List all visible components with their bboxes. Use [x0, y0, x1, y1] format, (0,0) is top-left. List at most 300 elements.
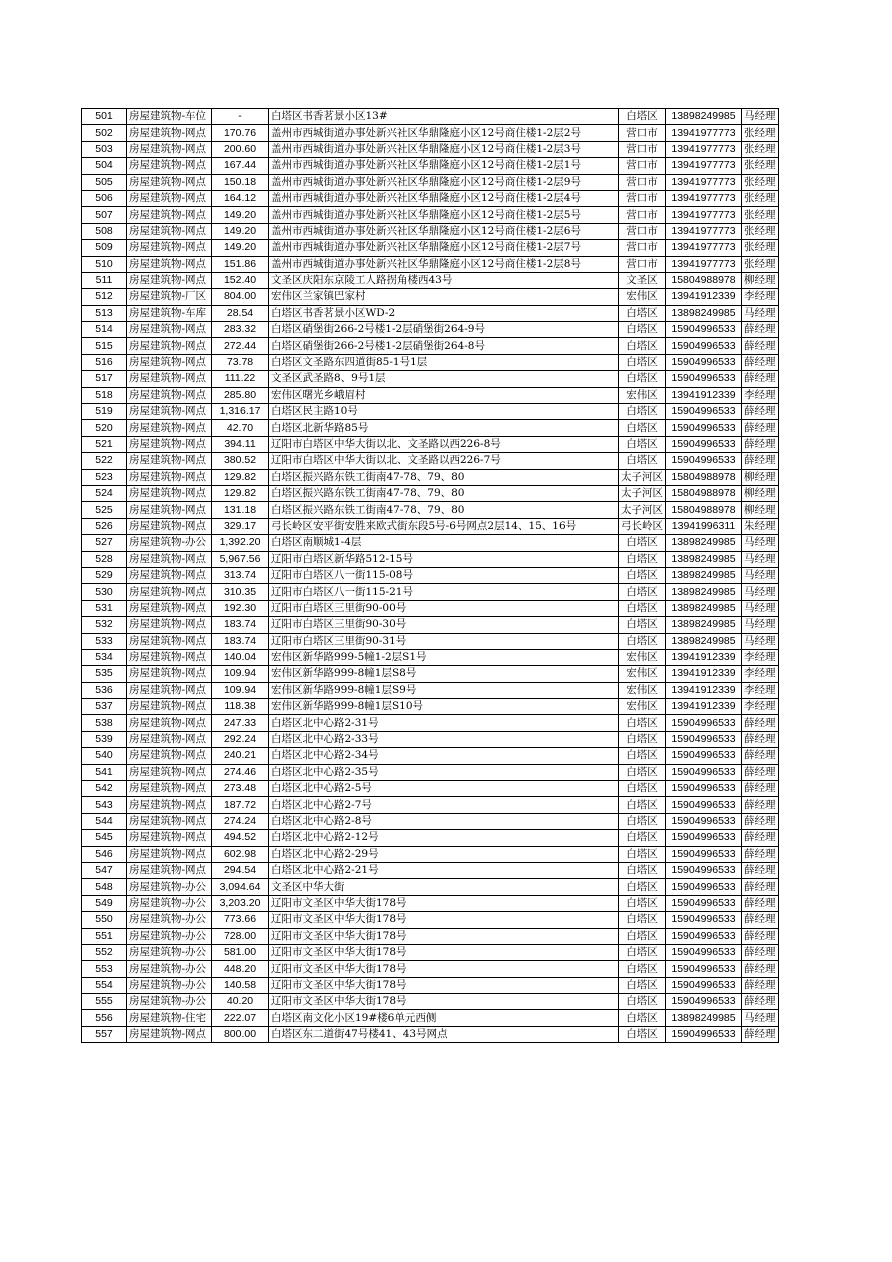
- area-cell: 187.72: [212, 797, 269, 813]
- area-cell: 109.94: [212, 666, 269, 682]
- address-cell: 辽阳市白塔区八一街115-21号: [269, 584, 619, 600]
- manager-cell: 薛经理: [742, 994, 779, 1010]
- manager-cell: 薛经理: [742, 354, 779, 370]
- address-cell: 白塔区硝堡街266-2号楼1-2层硝堡街264-9号: [269, 322, 619, 338]
- area-cell: 40.20: [212, 994, 269, 1010]
- row-number-cell: 502: [82, 125, 127, 141]
- district-cell: 太子河区: [619, 469, 666, 485]
- area-cell: 140.58: [212, 977, 269, 993]
- row-number-cell: 550: [82, 912, 127, 928]
- row-number-cell: 544: [82, 813, 127, 829]
- district-cell: 白塔区: [619, 109, 666, 125]
- area-cell: 109.94: [212, 682, 269, 698]
- table-row: [82, 518, 779, 534]
- area-cell: 222.07: [212, 1010, 269, 1026]
- phone-cell: 13941977773: [666, 256, 742, 272]
- row-number-cell: 528: [82, 551, 127, 567]
- row-number-cell: 536: [82, 682, 127, 698]
- asset-type-cell: 房屋建筑物-办公: [127, 535, 212, 551]
- table-row: [82, 862, 779, 878]
- manager-cell: 薛经理: [742, 862, 779, 878]
- area-cell: 273.48: [212, 781, 269, 797]
- row-number-cell: 543: [82, 797, 127, 813]
- table-row: [82, 649, 779, 665]
- manager-cell: 李经理: [742, 682, 779, 698]
- table-row: [82, 633, 779, 649]
- address-cell: 辽阳市文圣区中华大街178号: [269, 977, 619, 993]
- manager-cell: 薛经理: [742, 764, 779, 780]
- district-cell: 营口市: [619, 223, 666, 239]
- area-cell: 247.33: [212, 715, 269, 731]
- address-cell: 文圣区中华大街: [269, 879, 619, 895]
- row-number-cell: 519: [82, 404, 127, 420]
- phone-cell: 13898249985: [666, 1010, 742, 1026]
- area-cell: 494.52: [212, 830, 269, 846]
- phone-cell: 15904996533: [666, 830, 742, 846]
- address-cell: 白塔区东二道街47号楼41、43号网点: [269, 1026, 619, 1042]
- manager-cell: 张经理: [742, 223, 779, 239]
- asset-type-cell: 房屋建筑物-网点: [127, 387, 212, 403]
- area-cell: 310.35: [212, 584, 269, 600]
- address-cell: 辽阳市文圣区中华大街178号: [269, 994, 619, 1010]
- area-cell: 170.76: [212, 125, 269, 141]
- row-number-cell: 518: [82, 387, 127, 403]
- area-cell: 3,094.64: [212, 879, 269, 895]
- row-number-cell: 534: [82, 649, 127, 665]
- phone-cell: 15904996533: [666, 1026, 742, 1042]
- address-cell: 辽阳市文圣区中华大街178号: [269, 944, 619, 960]
- district-cell: 宏伟区: [619, 666, 666, 682]
- district-cell: 白塔区: [619, 944, 666, 960]
- district-cell: 白塔区: [619, 748, 666, 764]
- phone-cell: 13898249985: [666, 567, 742, 583]
- table-row: [82, 174, 779, 190]
- district-cell: 太子河区: [619, 502, 666, 518]
- area-cell: 240.21: [212, 748, 269, 764]
- address-cell: 辽阳市白塔区八一街115-08号: [269, 567, 619, 583]
- asset-type-cell: 房屋建筑物-网点: [127, 584, 212, 600]
- row-number-cell: 523: [82, 469, 127, 485]
- table-row: [82, 207, 779, 223]
- table-row: [82, 731, 779, 747]
- phone-cell: 13941912339: [666, 666, 742, 682]
- district-cell: 白塔区: [619, 354, 666, 370]
- area-cell: 129.82: [212, 469, 269, 485]
- manager-cell: 薛经理: [742, 928, 779, 944]
- table-row: [82, 1010, 779, 1026]
- manager-cell: 朱经理: [742, 518, 779, 534]
- row-number-cell: 507: [82, 207, 127, 223]
- table-row: [82, 485, 779, 501]
- table-row: [82, 272, 779, 288]
- manager-cell: 马经理: [742, 305, 779, 321]
- phone-cell: 15904996533: [666, 715, 742, 731]
- asset-type-cell: 房屋建筑物-网点: [127, 207, 212, 223]
- row-number-cell: 501: [82, 109, 127, 125]
- area-cell: 131.18: [212, 502, 269, 518]
- manager-cell: 柳经理: [742, 469, 779, 485]
- table-row: [82, 420, 779, 436]
- area-cell: 581.00: [212, 944, 269, 960]
- table-row: [82, 928, 779, 944]
- manager-cell: 张经理: [742, 190, 779, 206]
- row-number-cell: 511: [82, 272, 127, 288]
- asset-type-cell: 房屋建筑物-网点: [127, 813, 212, 829]
- row-number-cell: 506: [82, 190, 127, 206]
- table-row: [82, 682, 779, 698]
- manager-cell: 薛经理: [742, 748, 779, 764]
- district-cell: 宏伟区: [619, 289, 666, 305]
- phone-cell: 13941912339: [666, 682, 742, 698]
- phone-cell: 15904996533: [666, 404, 742, 420]
- asset-type-cell: 房屋建筑物-住宅: [127, 1010, 212, 1026]
- district-cell: 营口市: [619, 240, 666, 256]
- phone-cell: 13941912339: [666, 649, 742, 665]
- phone-cell: 13898249985: [666, 109, 742, 125]
- address-cell: 辽阳市白塔区中华大街以北、文圣路以西226-8号: [269, 436, 619, 452]
- address-cell: 白塔区北中心路2-29号: [269, 846, 619, 862]
- district-cell: 白塔区: [619, 764, 666, 780]
- table-row: [82, 404, 779, 420]
- address-cell: 弓长岭区安平街安胜来欧式街东段5号-6号网点2层14、15、16号: [269, 518, 619, 534]
- district-cell: 白塔区: [619, 715, 666, 731]
- district-cell: 白塔区: [619, 781, 666, 797]
- area-cell: 773.66: [212, 912, 269, 928]
- address-cell: 宏伟区曙光乡峨眉村: [269, 387, 619, 403]
- district-cell: 白塔区: [619, 830, 666, 846]
- address-cell: 辽阳市文圣区中华大街178号: [269, 961, 619, 977]
- area-cell: 152.40: [212, 272, 269, 288]
- area-cell: -: [212, 109, 269, 125]
- district-cell: 弓长岭区: [619, 518, 666, 534]
- row-number-cell: 551: [82, 928, 127, 944]
- district-cell: 白塔区: [619, 436, 666, 452]
- phone-cell: 13941977773: [666, 158, 742, 174]
- district-cell: 白塔区: [619, 338, 666, 354]
- district-cell: 白塔区: [619, 928, 666, 944]
- row-number-cell: 549: [82, 895, 127, 911]
- row-number-cell: 542: [82, 781, 127, 797]
- table-row: [82, 322, 779, 338]
- row-number-cell: 510: [82, 256, 127, 272]
- asset-type-cell: 房屋建筑物-网点: [127, 649, 212, 665]
- phone-cell: 15904996533: [666, 731, 742, 747]
- row-number-cell: 531: [82, 600, 127, 616]
- row-number-cell: 508: [82, 223, 127, 239]
- manager-cell: 薛经理: [742, 371, 779, 387]
- row-number-cell: 539: [82, 731, 127, 747]
- table-row: [82, 338, 779, 354]
- row-number-cell: 512: [82, 289, 127, 305]
- asset-type-cell: 房屋建筑物-厂区: [127, 289, 212, 305]
- district-cell: 白塔区: [619, 617, 666, 633]
- table-row: [82, 141, 779, 157]
- asset-type-cell: 房屋建筑物-网点: [127, 371, 212, 387]
- asset-type-cell: 房屋建筑物-网点: [127, 1026, 212, 1042]
- table-row: [82, 436, 779, 452]
- manager-cell: 薛经理: [742, 961, 779, 977]
- manager-cell: 薛经理: [742, 944, 779, 960]
- district-cell: 白塔区: [619, 453, 666, 469]
- phone-cell: 15904996533: [666, 813, 742, 829]
- phone-cell: 13941912339: [666, 387, 742, 403]
- area-cell: 274.46: [212, 764, 269, 780]
- row-number-cell: 548: [82, 879, 127, 895]
- row-number-cell: 525: [82, 502, 127, 518]
- table-row: [82, 895, 779, 911]
- table-row: [82, 764, 779, 780]
- asset-type-cell: 房屋建筑物-网点: [127, 240, 212, 256]
- manager-cell: 张经理: [742, 174, 779, 190]
- phone-cell: 15904996533: [666, 436, 742, 452]
- phone-cell: 15904996533: [666, 994, 742, 1010]
- asset-type-cell: 房屋建筑物-网点: [127, 781, 212, 797]
- table-row: [82, 666, 779, 682]
- manager-cell: 马经理: [742, 535, 779, 551]
- district-cell: 宏伟区: [619, 387, 666, 403]
- table-row: [82, 158, 779, 174]
- district-cell: 白塔区: [619, 322, 666, 338]
- address-cell: 白塔区振兴路东铁工街南47-78、79、80: [269, 485, 619, 501]
- asset-type-cell: 房屋建筑物-网点: [127, 436, 212, 452]
- row-number-cell: 552: [82, 944, 127, 960]
- asset-type-cell: 房屋建筑物-网点: [127, 617, 212, 633]
- manager-cell: 马经理: [742, 567, 779, 583]
- district-cell: 宏伟区: [619, 682, 666, 698]
- manager-cell: 李经理: [742, 699, 779, 715]
- address-cell: 白塔区北中心路2-21号: [269, 862, 619, 878]
- address-cell: 宏伟区新华路999-8幢1层S9号: [269, 682, 619, 698]
- phone-cell: 13941912339: [666, 699, 742, 715]
- phone-cell: 15904996533: [666, 764, 742, 780]
- phone-cell: 15804988978: [666, 272, 742, 288]
- address-cell: 盖州市西城街道办事处新兴社区华鼎隆庭小区12号商住楼1-2层5号: [269, 207, 619, 223]
- district-cell: 白塔区: [619, 1010, 666, 1026]
- asset-type-cell: 房屋建筑物-网点: [127, 633, 212, 649]
- district-cell: 白塔区: [619, 797, 666, 813]
- row-number-cell: 535: [82, 666, 127, 682]
- district-cell: 太子河区: [619, 485, 666, 501]
- asset-type-cell: 房屋建筑物-网点: [127, 764, 212, 780]
- district-cell: 营口市: [619, 141, 666, 157]
- phone-cell: 15904996533: [666, 912, 742, 928]
- area-cell: 804.00: [212, 289, 269, 305]
- row-number-cell: 532: [82, 617, 127, 633]
- table-row: [82, 830, 779, 846]
- area-cell: 167.44: [212, 158, 269, 174]
- table-row: [82, 1026, 779, 1042]
- asset-type-cell: 房屋建筑物-网点: [127, 600, 212, 616]
- address-cell: 白塔区南文化小区19#楼6单元西侧: [269, 1010, 619, 1026]
- area-cell: 5,967.56: [212, 551, 269, 567]
- asset-type-cell: 房屋建筑物-办公: [127, 928, 212, 944]
- address-cell: 白塔区北中心路2-12号: [269, 830, 619, 846]
- row-number-cell: 503: [82, 141, 127, 157]
- manager-cell: 薛经理: [742, 912, 779, 928]
- manager-cell: 李经理: [742, 649, 779, 665]
- phone-cell: 15904996533: [666, 862, 742, 878]
- phone-cell: 13941977773: [666, 141, 742, 157]
- phone-cell: 13898249985: [666, 584, 742, 600]
- row-number-cell: 546: [82, 846, 127, 862]
- manager-cell: 李经理: [742, 666, 779, 682]
- address-cell: 辽阳市白塔区三里街90-30号: [269, 617, 619, 633]
- phone-cell: 13941977773: [666, 240, 742, 256]
- phone-cell: 13941996311: [666, 518, 742, 534]
- asset-type-cell: 房屋建筑物-网点: [127, 666, 212, 682]
- address-cell: 宏伟区新华路999-8幢1层S10号: [269, 699, 619, 715]
- address-cell: 白塔区北中心路2-33号: [269, 731, 619, 747]
- asset-type-cell: 房屋建筑物-网点: [127, 846, 212, 862]
- phone-cell: 13898249985: [666, 305, 742, 321]
- row-number-cell: 557: [82, 1026, 127, 1042]
- manager-cell: 薛经理: [742, 977, 779, 993]
- address-cell: 盖州市西城街道办事处新兴社区华鼎隆庭小区12号商住楼1-2层8号: [269, 256, 619, 272]
- asset-type-cell: 房屋建筑物-办公: [127, 879, 212, 895]
- phone-cell: 15904996533: [666, 781, 742, 797]
- asset-type-cell: 房屋建筑物-网点: [127, 551, 212, 567]
- row-number-cell: 541: [82, 764, 127, 780]
- address-cell: 白塔区书香茗景小区13#: [269, 109, 619, 125]
- address-cell: 辽阳市文圣区中华大街178号: [269, 912, 619, 928]
- phone-cell: 15904996533: [666, 944, 742, 960]
- address-cell: 辽阳市文圣区中华大街178号: [269, 895, 619, 911]
- table-row: [82, 994, 779, 1010]
- area-cell: 448.20: [212, 961, 269, 977]
- row-number-cell: 509: [82, 240, 127, 256]
- district-cell: 营口市: [619, 256, 666, 272]
- table-row: [82, 469, 779, 485]
- area-cell: 329.17: [212, 518, 269, 534]
- row-number-cell: 516: [82, 354, 127, 370]
- row-number-cell: 545: [82, 830, 127, 846]
- manager-cell: 薛经理: [742, 797, 779, 813]
- address-cell: 白塔区北中心路2-7号: [269, 797, 619, 813]
- district-cell: 营口市: [619, 190, 666, 206]
- row-number-cell: 513: [82, 305, 127, 321]
- manager-cell: 张经理: [742, 240, 779, 256]
- area-cell: 380.52: [212, 453, 269, 469]
- area-cell: 200.60: [212, 141, 269, 157]
- district-cell: 营口市: [619, 174, 666, 190]
- area-cell: 274.24: [212, 813, 269, 829]
- phone-cell: 15904996533: [666, 895, 742, 911]
- table-row: [82, 781, 779, 797]
- area-cell: 118.38: [212, 699, 269, 715]
- area-cell: 192.30: [212, 600, 269, 616]
- district-cell: 白塔区: [619, 305, 666, 321]
- manager-cell: 张经理: [742, 158, 779, 174]
- row-number-cell: 533: [82, 633, 127, 649]
- manager-cell: 薛经理: [742, 453, 779, 469]
- table-row: [82, 109, 779, 125]
- area-cell: 164.12: [212, 190, 269, 206]
- district-cell: 白塔区: [619, 404, 666, 420]
- asset-type-cell: 房屋建筑物-车位: [127, 109, 212, 125]
- district-cell: 白塔区: [619, 1026, 666, 1042]
- table-row: [82, 256, 779, 272]
- asset-type-cell: 房屋建筑物-网点: [127, 797, 212, 813]
- address-cell: 宏伟区新华路999-8幢1层S8号: [269, 666, 619, 682]
- table-row: [82, 190, 779, 206]
- address-cell: 盖州市西城街道办事处新兴社区华鼎隆庭小区12号商住楼1-2层6号: [269, 223, 619, 239]
- address-cell: 宏伟区兰家镇巴家村: [269, 289, 619, 305]
- district-cell: 白塔区: [619, 961, 666, 977]
- address-cell: 辽阳市白塔区新华路512-15号: [269, 551, 619, 567]
- table-row: [82, 223, 779, 239]
- district-cell: 白塔区: [619, 600, 666, 616]
- address-cell: 宏伟区新华路999-5幢1-2层S1号: [269, 649, 619, 665]
- manager-cell: 薛经理: [742, 813, 779, 829]
- manager-cell: 李经理: [742, 387, 779, 403]
- manager-cell: 张经理: [742, 256, 779, 272]
- area-cell: 285.80: [212, 387, 269, 403]
- district-cell: 营口市: [619, 158, 666, 174]
- phone-cell: 15804988978: [666, 485, 742, 501]
- address-cell: 白塔区北中心路2-35号: [269, 764, 619, 780]
- phone-cell: 15904996533: [666, 338, 742, 354]
- manager-cell: 薛经理: [742, 1026, 779, 1042]
- phone-cell: 13941912339: [666, 289, 742, 305]
- area-cell: 183.74: [212, 617, 269, 633]
- row-number-cell: 538: [82, 715, 127, 731]
- asset-type-cell: 房屋建筑物-网点: [127, 420, 212, 436]
- area-cell: 3,203.20: [212, 895, 269, 911]
- manager-cell: 马经理: [742, 1010, 779, 1026]
- manager-cell: 马经理: [742, 600, 779, 616]
- area-cell: 294.54: [212, 862, 269, 878]
- address-cell: 辽阳市白塔区三里街90-00号: [269, 600, 619, 616]
- asset-type-cell: 房屋建筑物-网点: [127, 715, 212, 731]
- table-row: [82, 797, 779, 813]
- phone-cell: 15904996533: [666, 797, 742, 813]
- phone-cell: 13941977773: [666, 190, 742, 206]
- address-cell: 盖州市西城街道办事处新兴社区华鼎隆庭小区12号商住楼1-2层2号: [269, 125, 619, 141]
- address-cell: 白塔区南顺城1-4层: [269, 535, 619, 551]
- address-cell: 文圣区武圣路8、9号1层: [269, 371, 619, 387]
- asset-type-cell: 房屋建筑物-网点: [127, 731, 212, 747]
- table-row: [82, 879, 779, 895]
- address-cell: 盖州市西城街道办事处新兴社区华鼎隆庭小区12号商住楼1-2层4号: [269, 190, 619, 206]
- area-cell: 183.74: [212, 633, 269, 649]
- district-cell: 白塔区: [619, 895, 666, 911]
- address-cell: 白塔区民主路10号: [269, 404, 619, 420]
- district-cell: 白塔区: [619, 584, 666, 600]
- phone-cell: 15804988978: [666, 502, 742, 518]
- phone-cell: 15904996533: [666, 748, 742, 764]
- district-cell: 白塔区: [619, 731, 666, 747]
- address-cell: 辽阳市文圣区中华大街178号: [269, 928, 619, 944]
- phone-cell: 15904996533: [666, 371, 742, 387]
- manager-cell: 薛经理: [742, 322, 779, 338]
- table-row: [82, 354, 779, 370]
- table-row: [82, 240, 779, 256]
- district-cell: 白塔区: [619, 371, 666, 387]
- address-cell: 白塔区书香茗景小区WD-2: [269, 305, 619, 321]
- area-cell: 149.20: [212, 223, 269, 239]
- phone-cell: 15904996533: [666, 879, 742, 895]
- table-row: [82, 600, 779, 616]
- asset-type-cell: 房屋建筑物-网点: [127, 502, 212, 518]
- table-row: [82, 912, 779, 928]
- table-row: [82, 305, 779, 321]
- asset-type-cell: 房屋建筑物-网点: [127, 322, 212, 338]
- area-cell: 602.98: [212, 846, 269, 862]
- district-cell: 文圣区: [619, 272, 666, 288]
- table-row: [82, 699, 779, 715]
- manager-cell: 薛经理: [742, 420, 779, 436]
- table-row: [82, 748, 779, 764]
